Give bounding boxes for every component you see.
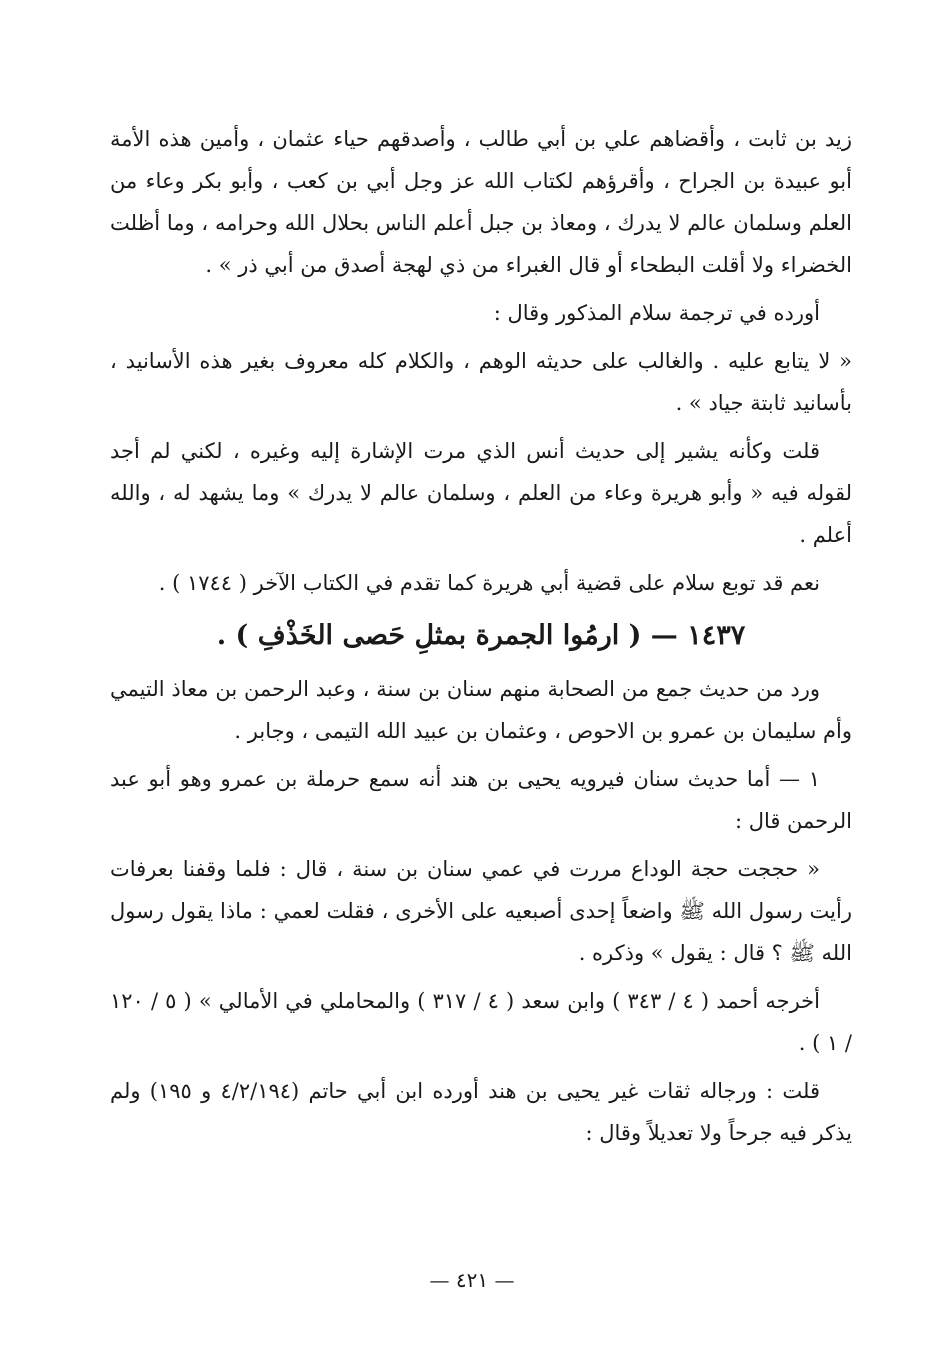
paragraph-5: نعم قد توبع سلام على قضية أبي هريرة كما تقدم في الكتاب الآخر ( ١٧٤٤ ) . (158, 571, 820, 595)
paragraph-6: ورد من حديث جمع من الصحابة منهم سنان بن سنة ، وعبد الرحمن بن معاذ التيمي وأم سليمان بن عمرو بن الاحوص ، وعثمان بن عبيد الله التيمى ، وجابر . (110, 677, 852, 743)
paragraph-4: قلت وكأنه يشير إلى حديث أنس الذي مرت الإشارة إليه وغيره ، لكني لم أجد لقوله فيه « وأبو هريرة وعاء من العلم ، وسلمان عالم لا يدرك » وما يشهد له ، والله أعلم . (110, 439, 852, 547)
page-number: — ٤٢١ — (429, 1268, 515, 1292)
hadith-heading: ١٤٣٧ — ( ارمُوا الجمرة بمثلِ حَصى الخَذْفِ ) . (216, 620, 746, 651)
paragraph-9: أخرجه أحمد ( ٤ / ٣٤٣ ) وابن سعد ( ٤ / ٣١٧ ) والمحاملي في الأمالي » ( ٥ / ١٢٠ / ١ ) . (110, 989, 852, 1055)
page-body (110, 118, 852, 1160)
paragraph-10: قلت : ورجاله ثقات غير يحيى بن هند أورده ابن أبي حاتم (٤/٢/١٩٤ و ١٩٥) ولم يذكر فيه جرحاً ولا تعديلاً وقال : (110, 1079, 852, 1145)
paragraph-1: زيد بن ثابت ، وأقضاهم علي بن أبي طالب ، وأصدقهم حياء عثمان ، وأمين هذه الأمة أبو عبيدة بن الجراح ، وأقرؤهم لكتاب الله عز وجل أبي بن كعب ، وأبو بكر وعاء من العلم وسلمان عالم لا يدرك ، ومعاذ بن جبل أعلم الناس بحلال الله وحرامه ، وما أظلت الخضراء ولا أقلت البطحاء أو قال الغبراء من ذي لهجة أصدق من أبي ذر » . (110, 127, 852, 277)
paragraph-2: أورده في ترجمة سلام المذكور وقال : (493, 301, 820, 325)
paragraph-8: « حججت حجة الوداع مررت في عمي سنان بن سنة ، قال : فلما وقفنا بعرفات رأيت رسول الله ﷺ واضعاً إحدى أصبعيه على الأخرى ، فقلت لعمي : ماذا يقول رسول الله ﷺ ؟ قال : يقول » وذكره . (110, 857, 852, 965)
paragraph-3: « لا يتابع عليه . والغالب على حديثه الوهم ، والكلام كله معروف بغير هذه الأسانيد ، بأسانيد ثابتة جياد » . (110, 349, 852, 415)
paragraph-7: ١ — أما حديث سنان فيرويه يحيى بن هند أنه سمع حرملة بن عمرو وهو أبو عبد الرحمن قال : (110, 767, 852, 833)
